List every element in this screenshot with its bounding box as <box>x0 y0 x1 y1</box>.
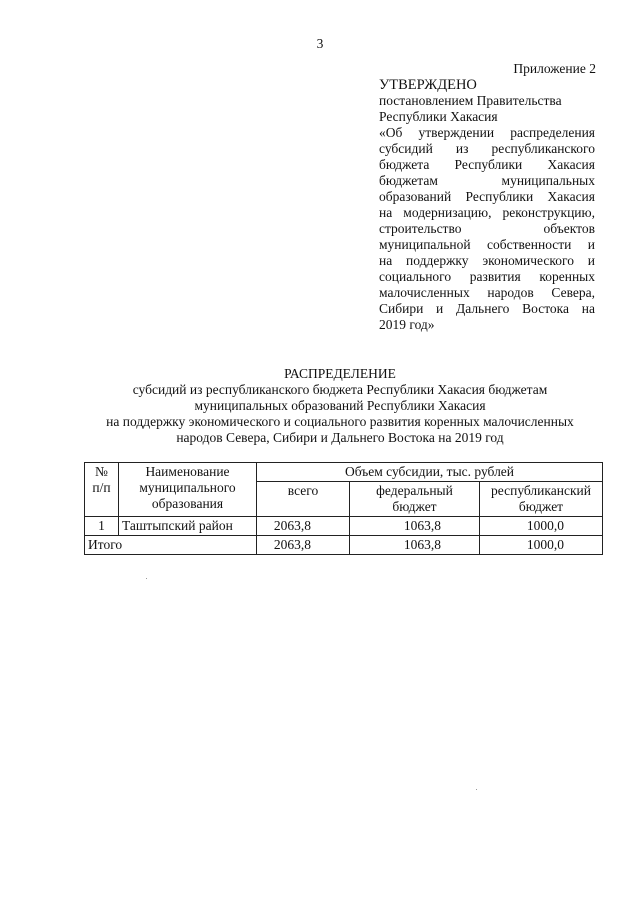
col-header-federal: федеральный бюджет <box>350 482 480 517</box>
distribution-heading <box>0 366 640 446</box>
approval-line: Сибири и Дальнего Востока на <box>379 301 595 316</box>
approval-line: на модернизацию, реконструкцию, <box>379 205 595 220</box>
summary-federal: 1063,8 <box>350 536 480 555</box>
summary-label: Итого <box>85 536 257 555</box>
approval-line: субсидий из республиканского <box>379 141 595 156</box>
page-number: 3 <box>316 36 324 51</box>
scan-speck <box>476 789 477 790</box>
approval-line: бюджетам муниципальных <box>379 173 595 188</box>
table-row <box>85 517 603 536</box>
approval-line: 2019 год» <box>379 317 435 332</box>
appendix-label: Приложение 2 <box>513 61 596 76</box>
heading-line: на поддержку экономического и социального развития коренных малочисленных <box>106 414 574 429</box>
row-name: Таштыпский район <box>119 517 257 536</box>
approval-line: на поддержку экономического и <box>379 253 595 268</box>
approval-line: образований Республики Хакасия <box>379 189 595 204</box>
summary-republic: 1000,0 <box>480 536 603 555</box>
table-summary-row <box>85 536 603 555</box>
col-header-total: всего <box>257 482 350 517</box>
heading-line: муниципальных образований Республики Хакасия <box>194 398 486 413</box>
col-header-volume: Объем субсидии, тыс. рублей <box>257 463 603 482</box>
approval-line: «Об утверждении распределения <box>379 125 595 140</box>
approval-line: муниципальной собственности и <box>379 237 595 252</box>
approval-line: Республики Хакасия <box>379 109 498 124</box>
row-federal: 1063,8 <box>350 517 480 536</box>
approval-line: малочисленных народов Севера, <box>379 285 595 300</box>
row-num: 1 <box>85 517 119 536</box>
table-header-row <box>85 463 603 482</box>
col-header-name: Наименование муниципального образования <box>119 463 257 517</box>
row-republic: 1000,0 <box>480 517 603 536</box>
heading-line: субсидий из республиканского бюджета Республики Хакасия бюджетам <box>132 382 548 397</box>
scan-speck <box>146 578 147 579</box>
distribution-title: РАСПРЕДЕЛЕНИЕ <box>284 366 396 381</box>
approval-line: постановлением Правительства <box>379 93 562 108</box>
approval-block <box>379 77 595 333</box>
approval-line: социального развития коренных <box>379 269 595 284</box>
col-header-republic: республиканский бюджет <box>480 482 603 517</box>
summary-total: 2063,8 <box>257 536 350 555</box>
col-header-num: № п/п <box>85 463 119 517</box>
heading-line: народов Севера, Сибири и Дальнего Востока на 2019 год <box>176 430 504 445</box>
approval-line: бюджета Республики Хакасия <box>379 157 595 172</box>
approval-line: строительство объектов <box>379 221 595 236</box>
subsidy-table <box>84 462 603 555</box>
row-total: 2063,8 <box>257 517 350 536</box>
approved-stamp: УТВЕРЖДЕНО <box>379 77 477 93</box>
